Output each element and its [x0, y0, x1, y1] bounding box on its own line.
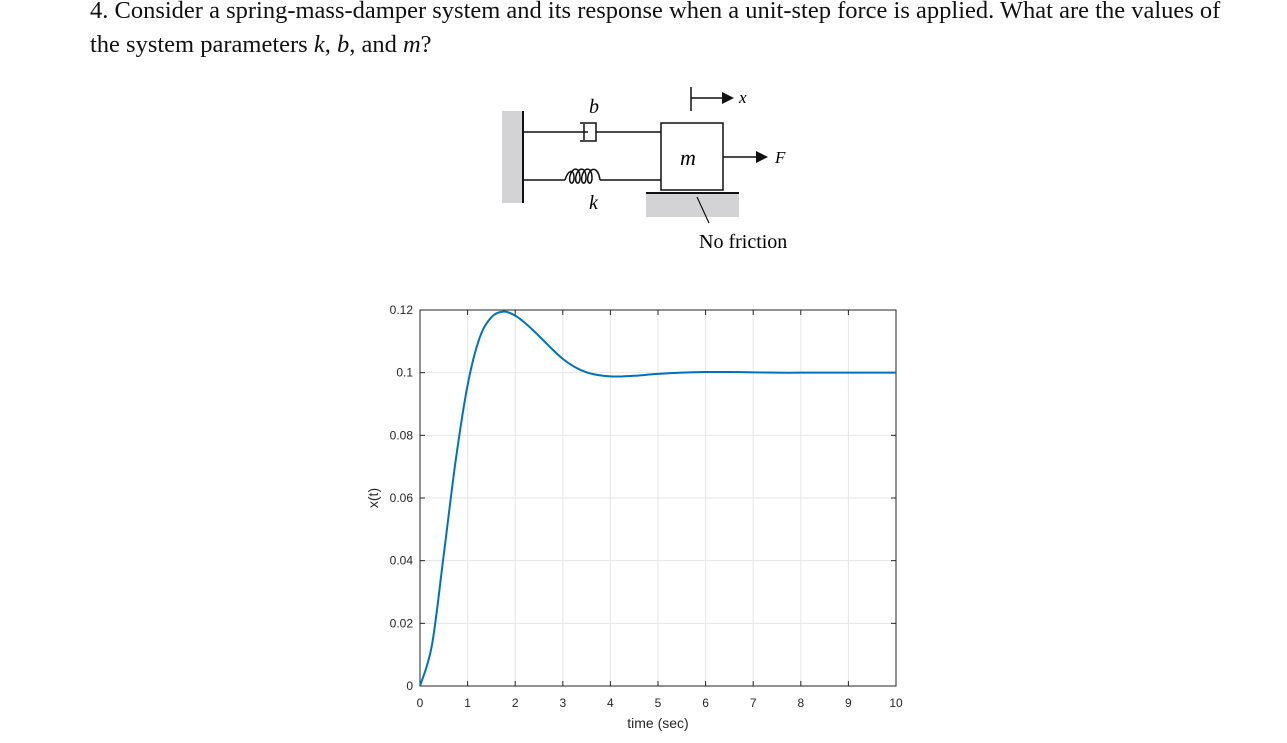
- x-tick-label: 7: [749, 696, 757, 710]
- var-m: m: [402, 31, 421, 58]
- x-tick-label: 1: [464, 696, 471, 710]
- x-tick-label: 0: [416, 696, 424, 710]
- y-tick-label: 0.08: [389, 428, 413, 443]
- label-m: m: [680, 145, 696, 170]
- x-tick-label: 6: [702, 696, 709, 710]
- y-tick-label: 0: [406, 679, 413, 693]
- label-F: F: [775, 148, 786, 167]
- question-suffix: ?: [420, 31, 432, 58]
- y-tick-label: 0.1: [396, 365, 413, 380]
- x-tick-label: 2: [511, 696, 519, 710]
- x-tick-label: 8: [797, 696, 805, 710]
- var-k: k: [313, 31, 325, 58]
- sep-1: ,: [324, 31, 337, 58]
- x-tick-label: 5: [654, 696, 662, 710]
- label-x: x: [739, 88, 747, 107]
- y-axis-label: x(t): [365, 487, 381, 509]
- x-axis-label: time (sec): [627, 715, 689, 731]
- sep-2: , and: [349, 31, 403, 58]
- y-tick-label: 0.02: [389, 616, 413, 631]
- y-tick-label: 0.06: [389, 491, 413, 505]
- y-tick-label: 0.12: [389, 303, 413, 317]
- var-b: b: [336, 31, 350, 58]
- y-tick-label: 0.04: [389, 553, 413, 568]
- x-tick-label: 4: [607, 696, 614, 710]
- chart-ticks: [390, 303, 903, 710]
- question-body: 4. Consider a spring-mass-damper system and its response when a unit-step force is applied. What are the values of the system parameters: [90, 0, 1221, 58]
- x-tick-label: 10: [889, 696, 903, 710]
- no-friction-caption: No friction: [699, 231, 788, 253]
- x-tick-label: 3: [559, 696, 567, 710]
- label-b: b: [589, 96, 599, 118]
- x-tick-label: 9: [845, 696, 852, 710]
- chart-grid: [420, 310, 896, 686]
- label-k: k: [589, 192, 598, 214]
